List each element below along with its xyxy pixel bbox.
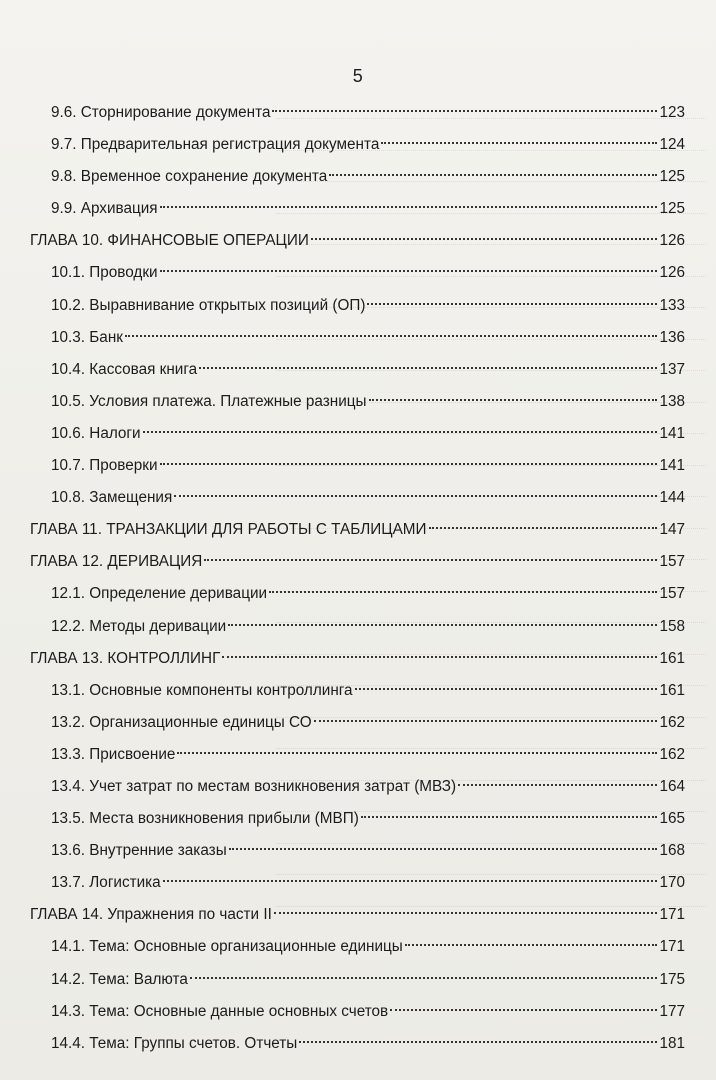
dot-leader (199, 367, 657, 369)
dot-leader (204, 559, 657, 561)
toc-entry-title: 9.8. Временное сохранение документа (51, 168, 328, 186)
toc-page-number: 125 (659, 200, 685, 218)
toc-entry-title: 14.2. Тема: Валюта (51, 970, 188, 988)
toc-page-number: 175 (659, 970, 685, 988)
toc-entry-title: 9.7. Предварительная регистрация документа (51, 136, 380, 154)
toc-chapter-row (30, 546, 685, 578)
toc-entry-title: ГЛАВА 12. ДЕРИВАЦИЯ (30, 553, 203, 571)
dot-leader (361, 816, 658, 818)
toc-section-row (30, 450, 685, 482)
dot-leader (429, 527, 658, 529)
toc-section-row (30, 996, 685, 1028)
dot-leader (311, 238, 658, 240)
toc-entry-title: 13.3. Присвоение (51, 745, 176, 763)
toc-chapter-row (30, 225, 685, 257)
toc-section-row (30, 835, 685, 867)
toc-entry-title: 10.6. Налоги (51, 424, 141, 442)
toc-section-row (30, 322, 685, 354)
toc-section-row (30, 161, 685, 193)
table-of-contents (30, 97, 685, 1060)
toc-entry-title: 14.1. Тема: Основные организационные единицы (51, 938, 403, 956)
dot-leader (160, 463, 658, 465)
toc-entry-title: 9.6. Сторнирование документа (51, 104, 271, 121)
toc-section-row (30, 739, 685, 771)
dot-leader (269, 591, 657, 593)
toc-entry-title: 10.8. Замещения (51, 489, 173, 507)
dot-leader (367, 303, 657, 305)
toc-chapter-row (30, 514, 685, 546)
toc-section-row (30, 771, 685, 803)
dot-leader (369, 399, 658, 401)
dot-leader (405, 944, 658, 946)
toc-page-number: 177 (659, 1002, 685, 1020)
toc-entry-title: 13.1. Основные компоненты контроллинга (51, 681, 353, 699)
toc-section-row (30, 482, 685, 514)
toc-section-row (30, 193, 685, 225)
toc-entry-title: 13.5. Места возникновения прибыли (МВП) (51, 810, 359, 828)
toc-page-number: 165 (659, 810, 685, 828)
toc-entry-title: 10.5. Условия платежа. Платежные разницы (51, 392, 367, 410)
dot-leader (143, 431, 658, 433)
toc-page-number: 133 (659, 296, 685, 314)
dot-leader (329, 174, 657, 176)
toc-chapter-row (30, 643, 685, 675)
toc-section-row (30, 418, 685, 450)
toc-page-number: 161 (659, 681, 685, 699)
toc-entry-title: 10.3. Банк (51, 328, 123, 346)
toc-page-number: 164 (659, 777, 685, 795)
dot-leader (272, 110, 657, 112)
toc-section-row (30, 354, 685, 386)
toc-page-number: 141 (659, 457, 685, 475)
toc-page-number: 157 (659, 585, 685, 603)
dot-leader (355, 688, 658, 690)
dot-leader (190, 977, 658, 979)
dot-leader (163, 880, 658, 882)
toc-entry-title: 13.4. Учет затрат по местам возникновения затрат (МВЗ) (51, 777, 457, 795)
toc-entry-title: 10.2. Выравнивание открытых позиций (ОП) (51, 296, 366, 314)
toc-entry-title: 13.2. Организационные единицы СО (51, 713, 312, 731)
toc-chapter-row (30, 899, 685, 931)
toc-page-number: 123 (659, 104, 685, 121)
toc-page-number: 157 (659, 553, 685, 571)
toc-section-row (30, 931, 685, 963)
toc-section-row (30, 97, 685, 129)
toc-page-number: 138 (659, 392, 685, 410)
toc-page-number: 171 (659, 938, 685, 956)
dot-leader (174, 495, 657, 497)
toc-page-number: 124 (659, 136, 685, 154)
toc-section-row (30, 386, 685, 418)
toc-entry-title: ГЛАВА 10. ФИНАНСОВЫЕ ОПЕРАЦИИ (30, 232, 309, 250)
toc-entry-title: 13.6. Внутренние заказы (51, 842, 227, 860)
toc-entry-title: 12.2. Методы деривации (51, 617, 227, 635)
toc-entry-title: 9.9. Архивация (51, 200, 158, 218)
dot-leader (458, 784, 657, 786)
toc-page-number: 126 (659, 264, 685, 282)
dot-leader (125, 335, 658, 337)
toc-section-row (30, 675, 685, 707)
toc-entry-title: ГЛАВА 11. ТРАНЗАКЦИИ ДЛЯ РАБОТЫ С ТАБЛИЦАМИ (30, 521, 427, 539)
toc-entry-title: 12.1. Определение деривации (51, 585, 268, 603)
toc-entry-title: 13.7. Логистика (51, 874, 161, 892)
dot-leader (229, 848, 658, 850)
dot-leader (160, 270, 658, 272)
toc-section-row (30, 867, 685, 899)
toc-entry-title: 14.3. Тема: Основные данные основных счетов (51, 1002, 389, 1020)
toc-section-row (30, 964, 685, 996)
toc-page-number: 162 (659, 713, 685, 731)
dot-leader (381, 142, 657, 144)
toc-page-number: 141 (659, 424, 685, 442)
dot-leader (222, 656, 657, 658)
toc-page-number: 147 (659, 521, 685, 539)
toc-page-number: 168 (659, 842, 685, 860)
dot-leader (314, 720, 658, 722)
toc-entry-title: ГЛАВА 13. КОНТРОЛЛИНГ (30, 649, 221, 667)
toc-entry-title: 10.4. Кассовая книга (51, 360, 198, 378)
toc-page-number: 161 (659, 649, 685, 667)
toc-entry-title: 10.1. Проводки (51, 264, 158, 282)
toc-section-row (30, 707, 685, 739)
toc-page-number: 171 (659, 906, 685, 924)
page-number: 5 (352, 66, 364, 86)
toc-section-row (30, 129, 685, 161)
dot-leader (228, 624, 657, 626)
toc-section-row (30, 1028, 685, 1060)
toc-page-number: 126 (659, 232, 685, 250)
toc-entry-title: 10.7. Проверки (51, 457, 158, 475)
toc-section-row (30, 257, 685, 289)
toc-page-number: 162 (659, 745, 685, 763)
dot-leader (160, 206, 658, 208)
toc-page-number: 170 (659, 874, 685, 892)
toc-entry-title: ГЛАВА 14. Упражнения по части II (30, 906, 272, 924)
toc-page-number: 181 (659, 1034, 685, 1052)
toc-section-row (30, 803, 685, 835)
toc-section-row (30, 290, 685, 322)
dot-leader (274, 912, 658, 914)
toc-page-number: 136 (659, 328, 685, 346)
toc-section-row (30, 578, 685, 610)
toc-entry-title: 14.4. Тема: Группы счетов. Отчеты (51, 1034, 298, 1052)
toc-page-number: 144 (659, 489, 685, 507)
toc-section-row (30, 611, 685, 643)
dot-leader (299, 1041, 657, 1043)
toc-page-number: 158 (659, 617, 685, 635)
toc-page-number: 137 (659, 360, 685, 378)
dot-leader (390, 1009, 657, 1011)
dot-leader (177, 752, 657, 754)
toc-page-number: 125 (659, 168, 685, 186)
